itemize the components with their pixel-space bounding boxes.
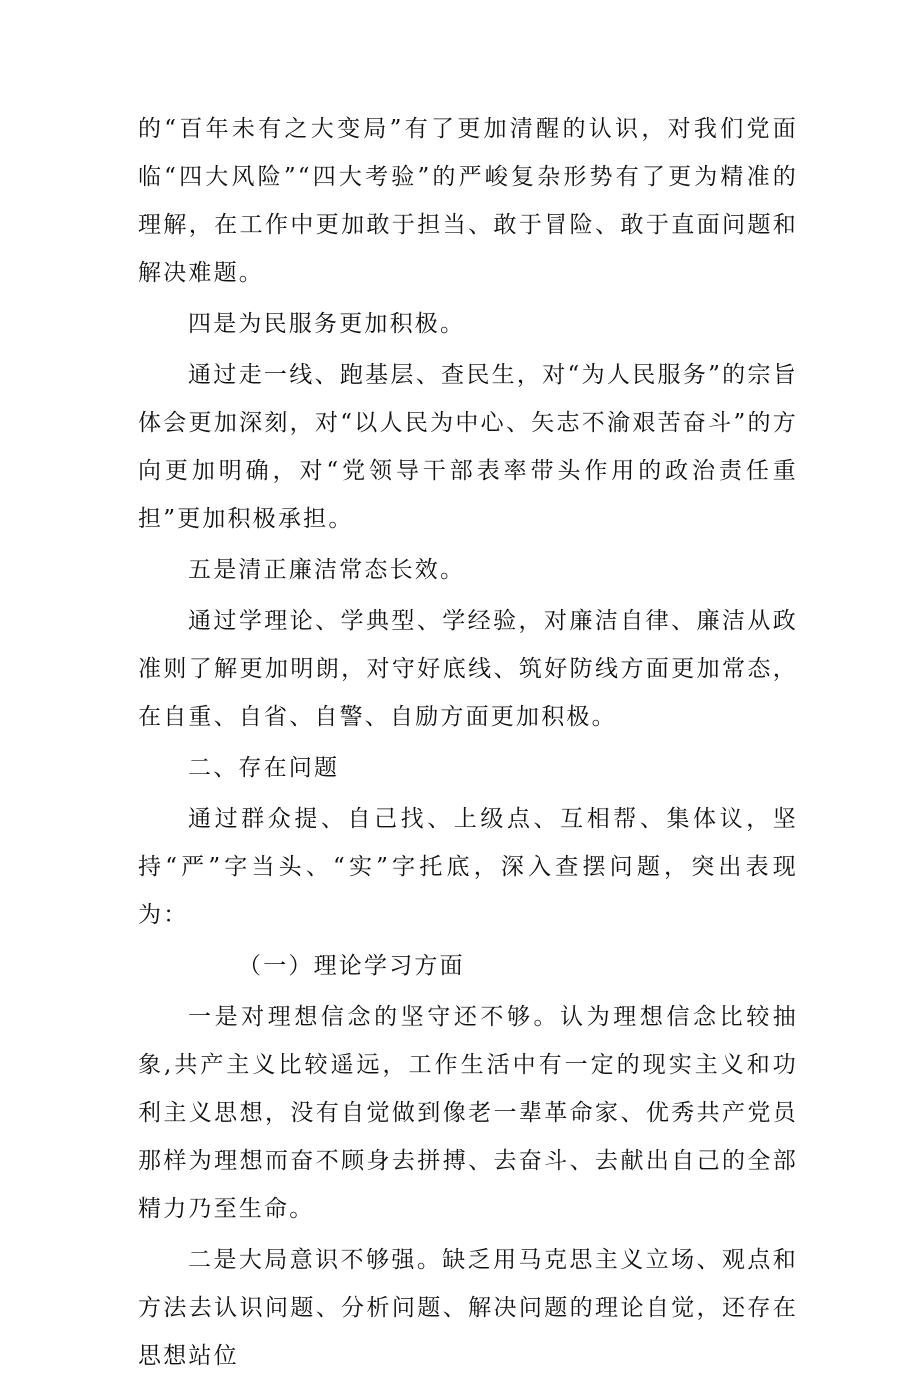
paragraph-3: 通过走一线、跑基层、查民生，对“为人民服务”的宗旨体会更加深刻，对“以人民为中心、矢志不渝艰苦奋斗”的方向更加明确，对“党领导干部表率带头作用的政治责任重担”更加积极承担。 <box>138 362 798 532</box>
paragraph-5: 通过学理论、学典型、学经验，对廉洁自律、廉洁从政准则了解更加明朗，对守好底线、筑好防线方面更加常态，在自重、自省、自警、自励方面更加积极。 <box>138 608 798 730</box>
paragraph-10: 二是大局意识不够强。缺乏用马克思主义立场、观点和方法去认识问题、分析问题、解决问题的理论自觉，还存在思想站位 <box>138 1247 798 1369</box>
paragraph-4-heading: 五是清正廉洁常态长效。 <box>188 557 466 583</box>
section-heading: 二、存在问题 <box>188 755 340 781</box>
paragraph-7: 通过群众提、自己找、上级点、互相帮、集体议，坚持“严”字当头、“实”字托底，深入查摆问题，突出表现为： <box>138 806 798 928</box>
document-body <box>138 105 798 1383</box>
paragraph-9: 一是对理想信念的坚守还不够。认为理想信念比较抽象,共产主义比较遥远，工作生活中有一定的现实主义和功利主义思想，没有自觉做到像老一辈革命家、优秀共产党员那样为理想而奋不顾身去拼搏、去奋斗、去献出自己的全部精力乃至生命。 <box>138 1004 798 1222</box>
paragraph-2-heading: 四是为民服务更加积极。 <box>188 311 466 337</box>
subsection-heading: （一）理论学习方面 <box>238 953 465 979</box>
paragraph-1: 的“百年未有之大变局”有了更加清醒的认识，对我们党面临“四大风险”“四大考验”的严峻复杂形势有了更为精准的理解，在工作中更加敢于担当、敢于冒险、敢于直面问题和解决难题。 <box>138 116 798 286</box>
